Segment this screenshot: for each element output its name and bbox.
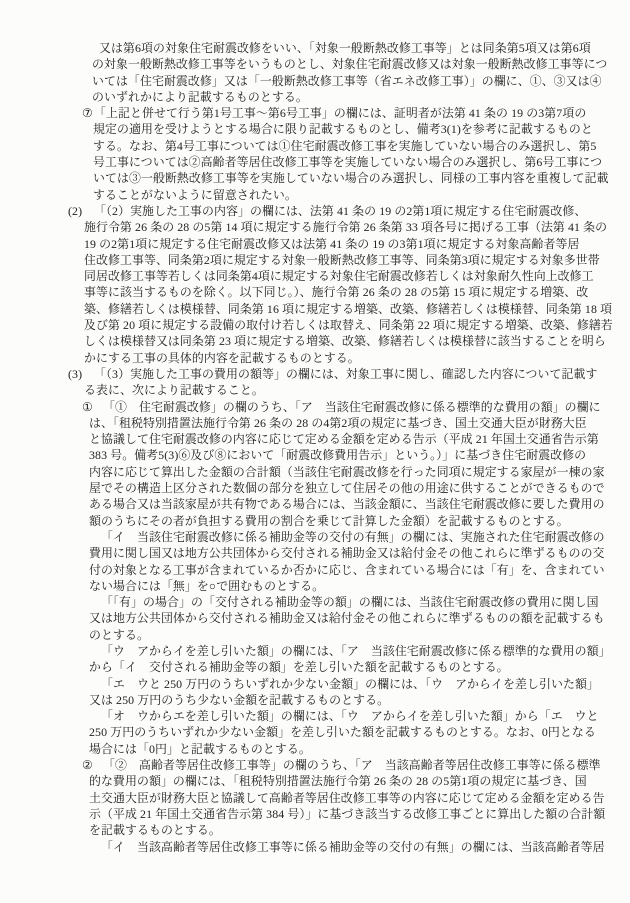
text-line: のいずれかにより記載するものとする。	[92, 89, 308, 104]
item-circled-1-sub-e	[0, 676, 630, 709]
text-line: 又は地方公共団体から交付される補助金又は給付金その他これらに準ずるものの額を記載するも	[89, 611, 605, 626]
text-line: 「「有」の場合」の「交付される補助金等の額」の欄には、当該住宅耐震改修の費用に関し国	[101, 595, 599, 610]
text-line: 内容に応じて算出した金額の合計額（当該住宅耐震改修を行った同項に規定する家屋が一棟の家	[89, 464, 605, 479]
text-line: ② 「② 高齢者等居住改修工事等」の欄のうち、「ア 当該高齢者等居住改修工事等に係る標準	[82, 758, 601, 773]
text-line: かにする工事の具体的内容を記載するものとする。	[84, 350, 360, 365]
item-circled-1	[0, 399, 630, 529]
text-line: ⑦「上記と併せて行う第1号工事〜第6号工事」の欄には、証明者が法第 41 条の 19 の3第7項の	[82, 106, 587, 121]
list-marker: ⑦	[82, 106, 93, 121]
text-line: いては「住宅耐震改修」又は「一般断熱改修工事等（省エネ改修工事）」の欄に、①、③又は④	[92, 73, 602, 88]
text-line: 土交通大臣が財務大臣と協議して高齢者等居住改修工事等の内容に応じて定める金額を定める告	[89, 790, 605, 805]
text-line: と協議して住宅耐震改修の内容に応じて定める金額を定める告示（平成 21 年国土交通省告示第	[89, 432, 599, 447]
text-line: 同居改修工事等若しくは同条第4項に規定する対象住宅耐震改修若しくは対象耐久性向上改修工	[84, 269, 594, 284]
text-line: を記載するものとする。	[89, 823, 221, 838]
text-line: 「ウ アからイを差し引いた額」の欄には、「ア 当該住宅耐震改修に係る標準的な費用の額」	[101, 643, 611, 658]
text-line: 「イ 当該住宅耐震改修に係る補助金等の交付の有無」の欄には、実施された住宅耐震改修の	[101, 529, 605, 544]
text-line: 「オ ウからエを差し引いた額」の欄には、「ウ アからイを差し引いた額」から「エ ウと	[101, 709, 599, 724]
item-2	[0, 203, 630, 366]
text-line: 「エ ウと 250 万円のうちいずれか少ない金額」の欄には、「ウ アからイを差し引いた額」	[101, 676, 599, 691]
text-line: ① 「① 住宅耐震改修」の欄のうち、「ア 当該住宅耐震改修に係る標準的な費用の額」の欄に	[82, 399, 601, 414]
text-line: 号工事については②高齢者等居住改修工事等を実施していない場合のみ選択し、第6号工事につ	[93, 155, 603, 170]
text-line: 「イ 当該高齢者等居住改修工事等に係る補助金等の交付の有無」の欄には、当該高齢者等居	[101, 839, 605, 854]
text-line: しくは模様替又は同条第 23 項に規定する増築、改築、修繕若しくは模様替に該当することを明ら	[84, 334, 606, 349]
list-marker: (3)	[68, 366, 83, 381]
text-line: 及び第 20 項に規定する設備の取付け若しくは取替え、同条第 22 項に規定する増築、改築、修繕若	[84, 318, 613, 333]
item-circled-2	[0, 757, 630, 838]
text-line: から「イ 交付される補助金等の額」を差し引いた額を記載するものとする。	[89, 660, 509, 675]
text-line: することがないように留意されたい。	[93, 187, 297, 202]
text-line: ある場合又は当該家屋が共有物である場合には、当該金額に、当該住宅耐震改修に要した費用の	[89, 497, 605, 512]
text-line: いては③一般断熱改修工事等を実施していない場合のみ選択し、同様の工事内容を重複して記載	[93, 171, 609, 186]
item6-continuation	[0, 40, 630, 105]
text-line: 又は 250 万円のうち少ない金額を記載するものとする。	[89, 692, 390, 707]
text-line: 383 号。備考5(3)⑥及び⑧において「耐震改修費用告示」という。）」に基づき住宅耐震改修の	[89, 448, 587, 463]
document-text-body	[0, 40, 630, 855]
text-line: 施行令第 26 条の 28 の5第 14 項に規定する施行令第 26 条第 33 項各号に掲げる工事（法第 41 条の	[84, 220, 608, 235]
text-line: 又は第6項の対象住宅耐震改修をいい、「対象一般断熱改修工事等」とは同条第5項又は第6項	[99, 41, 591, 55]
text-line: 規定の適用を受けようとする場合に限り記載するものとし、備考3(1)を参考に記載するものと	[93, 122, 593, 137]
item-circled-7	[0, 105, 630, 203]
text-line: (2) 「（2）実施した工事の内容」の欄には、法第 41 条の 19 の2第1項に規定する住宅耐震改修、	[68, 203, 587, 218]
text-line: 示（平成 21 年国土交通省告示第 384 号）」に基づき該当する改修工事ごとに算出した額の合計額	[89, 806, 606, 821]
text-line: 250 万円のうちいずれか少ない金額」を差し引いた額を記載するものとする。なお、0円となる	[89, 725, 596, 740]
text-line: 築、修繕若しくは模様替、同条第 16 項に規定する増築、改築、修繕若しくは模様替、同条第 18 項	[84, 301, 613, 316]
text-line: のとする。	[89, 627, 149, 642]
item-circled-1-sub-i	[0, 529, 630, 594]
item-circled-1-sub-o	[0, 708, 630, 757]
text-line: の対象一般断熱改修工事等をいうものとし、対象住宅耐震改修又は対象一般断熱改修工事等につ	[92, 57, 608, 72]
text-line: 付の対象となる工事が含まれているか否かに応じ、含まれている場合には「有」を、含まれてい	[89, 562, 605, 577]
text-line: る表に、次により記載すること。	[84, 383, 264, 398]
text-line: 19 の2第1項に規定する住宅耐震改修又は法第 41 条の 19 の3第1項に規定する対象高齢者等居	[84, 236, 580, 251]
text-line: 的な費用の額」の欄には、「租税特別措置法施行令第 26 条の 28 の5第1項の規定に基づき、国	[89, 774, 587, 789]
text-line: (3) 「（3）実施した工事の費用の額等」の欄には、対象工事に関し、確認した内容について記載す	[68, 366, 598, 381]
text-line: ない場合には「無」を○で囲むものとする。	[89, 578, 325, 593]
text-line: 費用に関し国又は地方公共団体から交付される補助金又は給付金その他これらに準ずるものの交	[89, 546, 605, 561]
item-circled-2-sub-i	[0, 839, 630, 855]
text-line: 事等に該当するものを除く。以下同じ。）、施行令第 26 条の 28 の5第 15 項に規定する増築、改	[84, 285, 589, 300]
list-marker: ①	[82, 399, 93, 414]
text-line: 場合には「0円」と記載するものとする。	[89, 741, 311, 756]
text-line: 屋でその構造上区分された数個の部分を独立して住居その他の用途に供することができるもので	[89, 481, 605, 496]
item-circled-1-sub-u	[0, 643, 630, 676]
text-line: する。なお、第4号工事については①住宅耐震改修工事を実施していない場合のみ選択し、第5	[93, 138, 597, 153]
text-line: 額のうちにその者が負担する費用の割合を乗じて計算した金額）を記載するものとする。	[89, 513, 569, 528]
list-marker: (2)	[68, 203, 83, 218]
list-marker: ②	[82, 758, 93, 773]
item-3	[0, 366, 630, 399]
text-line: は、「租税特別措置法施行令第 26 条の 28 の4第2項の規定に基づき、国土交通大臣が財務大臣	[89, 415, 587, 430]
text-line: 住改修工事等、同条第2項に規定する対象一般断熱改修工事等、同条第3項に規定する対象多世帯	[84, 252, 600, 267]
item-circled-1-sub-ari	[0, 594, 630, 643]
